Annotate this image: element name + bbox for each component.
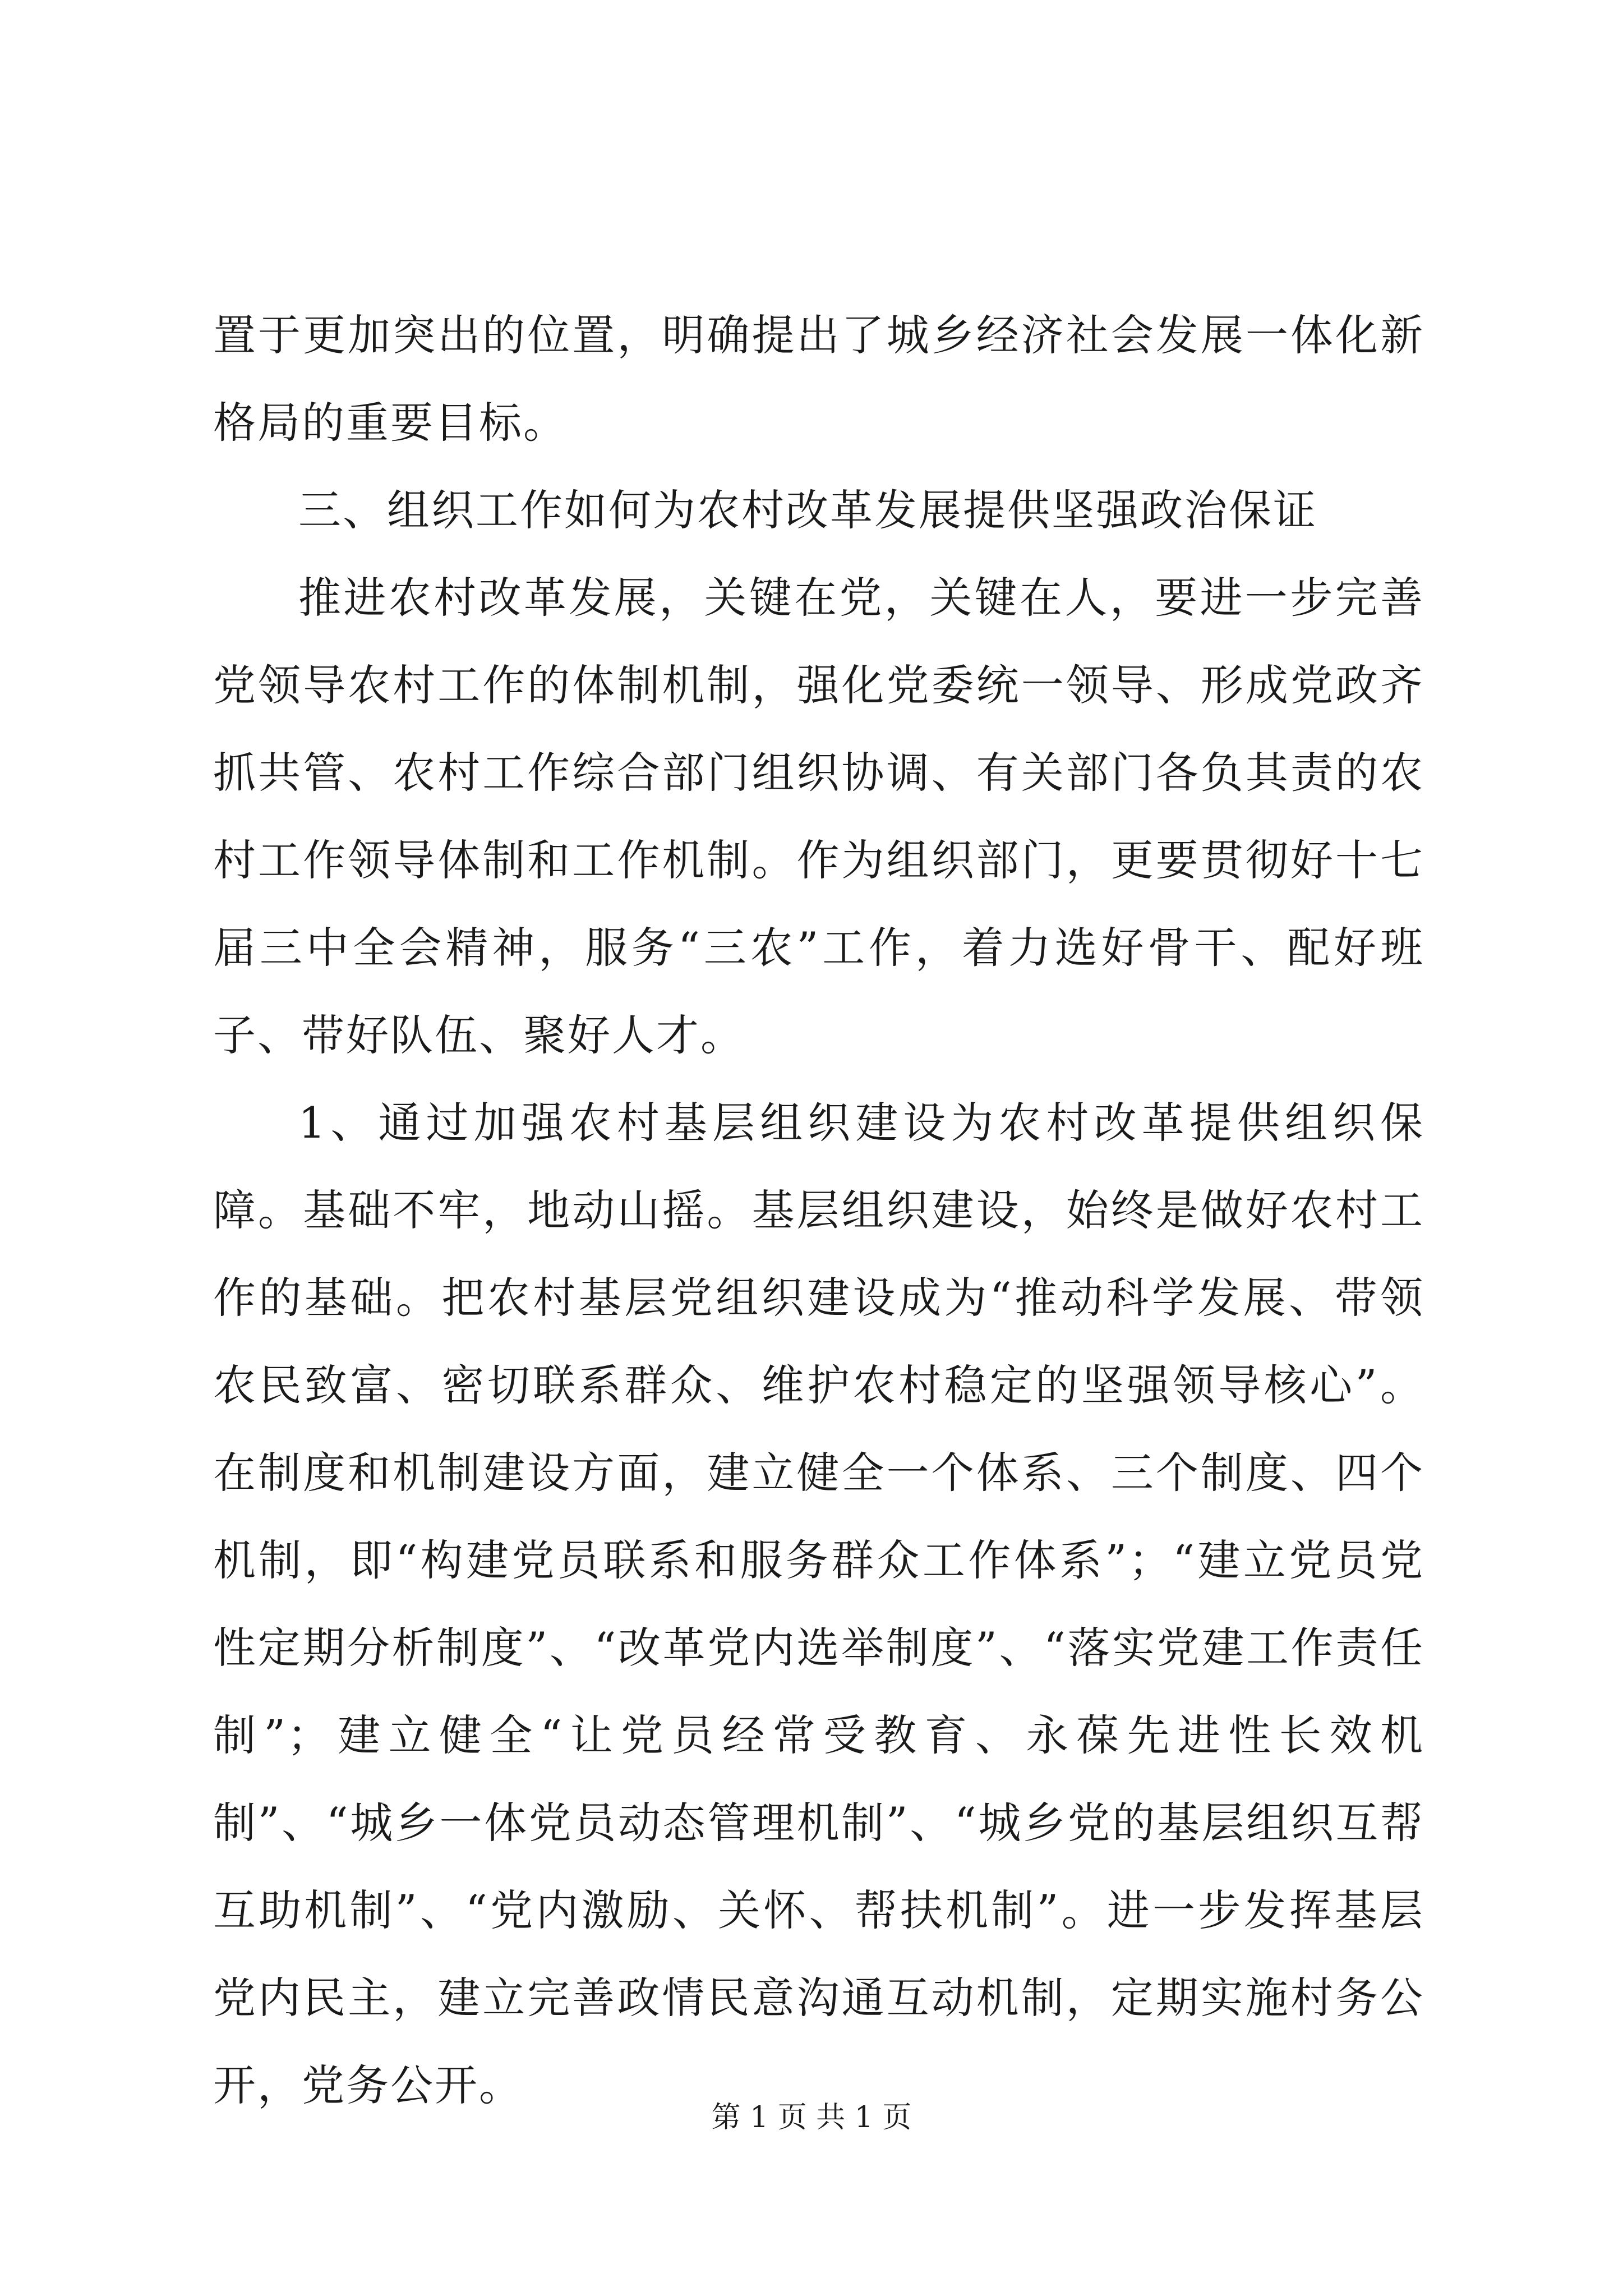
paragraph-intro: 推进农村改革发展，关键在党，关键在人，要进一步完善党领导农村工作的体制机制，强化党委统一领导、形成党政齐抓共管、农村工作综合部门组织协调、有关部门各负其责的农村工作领导体制和工作机制。作为组织部门，更要贯彻好十七届三中全会精神，服务“三农”工作，着力选好骨干、配好班子、带好队伍、聚好人才。 [213,573,1424,1060]
paragraph-continuation: 置于更加突出的位置，明确提出了城乡经济社会发展一体化新格局的重要目标。 [213,310,1424,448]
document-body [213,292,1424,2129]
paragraph-point-1: 1、通过加强农村基层组织建设为农村改革提供组织保障。基础不牢，地动山摇。基层组织建设，始终是做好农村工作的基础。把农村基层党组织建设成为“推动科学发展、带领农民致富、密切联系群众、维护农村稳定的坚强领导核心”。在制度和机制建设方面，建立健全一个体系、三个制度、四个机制，即“构建党员联系和服务群众工作体系”；“建立党员党性定期分析制度”、“改革党内选举制度”、“落实党建工作责任制”；建立健全“让党员经常受教育、永葆先进性长效机制”、“城乡一体党员动态管理机制”、“城乡党的基层组织互帮互助机制”、“党内激励、关怀、帮扶机制”。进一步发挥基层党内民主，建立完善政情民意沟通互动机制，定期实施村务公开，党务公开。 [213,1098,1424,2110]
section-heading: 三、组织工作如何为农村改革发展提供坚强政治保证 [298,485,1317,535]
page-footer: 第 1 页 共 1 页 [711,2101,912,2134]
